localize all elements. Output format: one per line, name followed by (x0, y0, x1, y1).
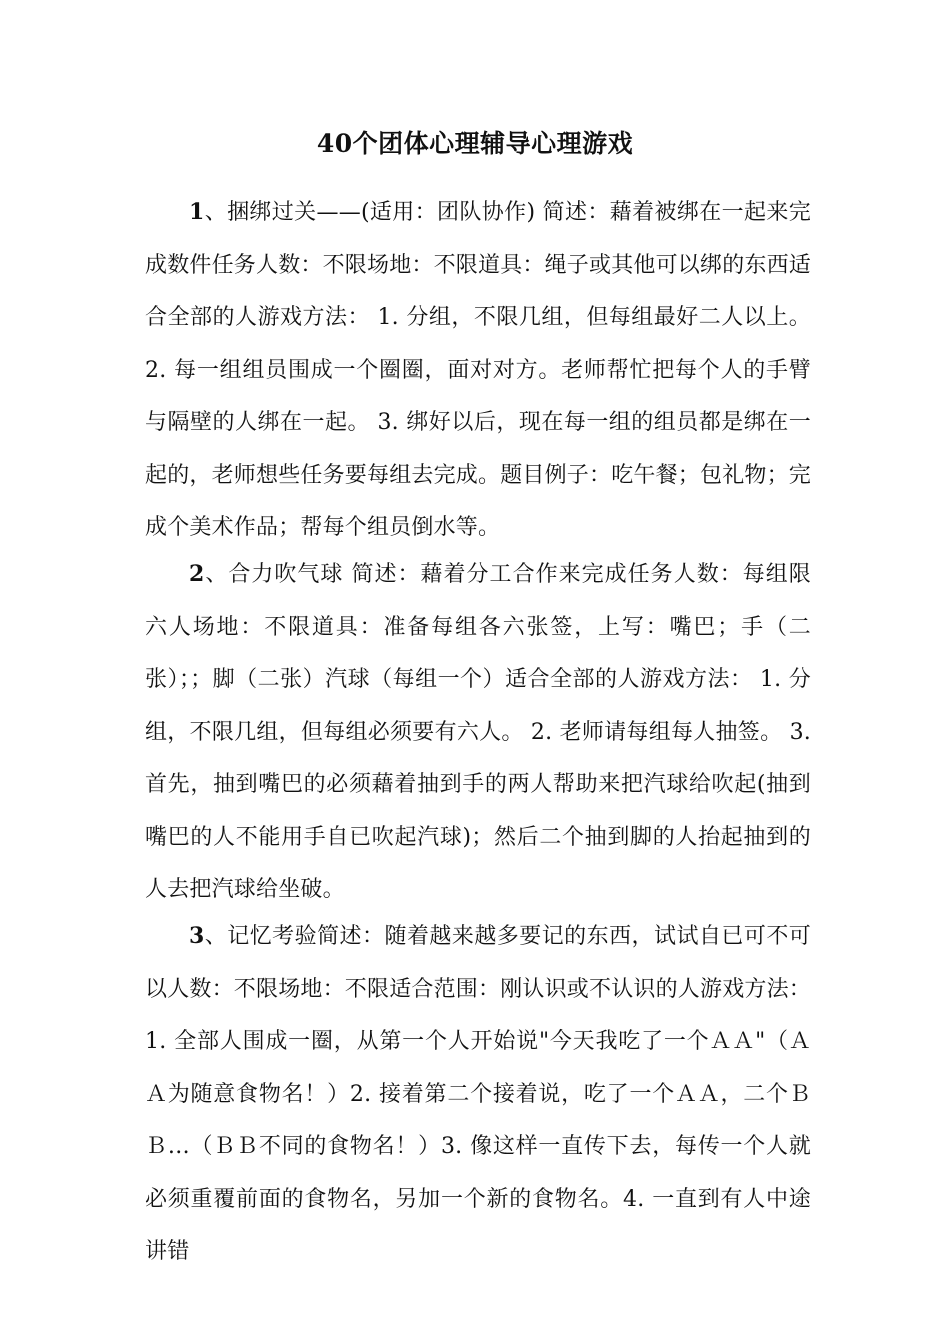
section-text: 、记忆考验简述：随着越来越多要记的东西，试试自已可不可以人数：不限场地：不限适合范围：刚认识或不认识的人游戏方法：1. 全部人围成一圈，从第一个人开始说"今天我吃了一个ＡＡ"（ＡＡ为随意食物名！）2. 接着第二个接着说，吃了一个ＡＡ，二个ＢＢ…（ＢＢ不同的食物名！）3. 像这样一直传下去，每传一个人就必须重覆前面的食物名，另加一个新的食物名。4. 一直到有人中途讲错 (145, 924, 812, 1264)
game-section-1 (145, 186, 811, 555)
section-text: 、捆绑过关——(适用：团队协作) 简述：藉着被绑在一起来完成数件任务人数：不限场地：不限道具：绳子或其他可以绑的东西适合全部的人游戏方法： 1. 分组，不限几组，但每组最好二人以上。 2. 每一组组员围成一个圈圈，面对对方。老师帮忙把每个人的手臂与隔壁的人绑在一起。 3. 绑好以后，现在每一组的组员都是绑在一起的，老师想些任务要每组去完成。题目例子：吃午餐；包礼物；完成个美术作品；帮每个组员倒水等。 (145, 200, 812, 540)
section-number: 3 (189, 923, 205, 949)
section-number: 1 (189, 199, 205, 225)
game-section-2 (145, 548, 811, 917)
document-title: 40个团体心理辅导心理游戏 (316, 129, 634, 158)
game-section-3 (145, 910, 811, 1279)
section-text: 、合力吹气球 简述：藉着分工合作来完成任务人数：每组限六人场地：不限道具：准备每组各六张签，上写：嘴巴；手（二张）；；脚（二张）汽球（每组一个）适合全部的人游戏方法： 1. 分组，不限几组，但每组必须要有六人。 2. 老师请每组每人抽签。 3. 首先，抽到嘴巴的必须藉着抽到手的两人帮助来把汽球给吹起(抽到嘴巴的人不能用手自已吹起汽球)；然后二个抽到脚的人抬起抽到的人去把汽球给坐破。 (145, 562, 811, 902)
section-number: 2 (189, 561, 205, 587)
